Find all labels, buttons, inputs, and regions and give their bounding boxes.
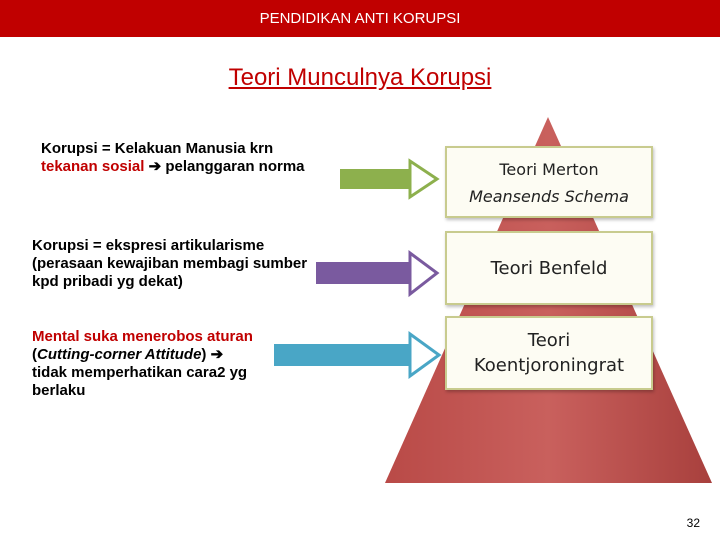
right-arrow-icon: ➔ [210, 346, 224, 363]
left-point-2 [32, 237, 317, 291]
theory-box-benfeld [445, 231, 653, 305]
theory-merton-subtitle: Meansends Schema [469, 187, 629, 206]
theory-koentjoroningrat-line2: Koentjoroningrat [473, 355, 625, 376]
theory-box-koentjoroningrat [445, 316, 653, 390]
theory-box-merton [445, 146, 653, 218]
point-1-text-a: Korupsi = Kelakuan Manusia krn [41, 140, 274, 157]
arrow-blue [274, 334, 439, 376]
left-point-1 [41, 140, 331, 176]
theory-merton-title: Teori Merton [499, 160, 599, 179]
right-arrow-icon: ➔ [148, 158, 162, 175]
point-3-text-b: tidak memperhatikan cara2 yg berlaku [32, 364, 248, 399]
point-1-text-red: tekanan sosial [41, 158, 145, 175]
header-title: PENDIDIKAN ANTI KORUPSI [259, 10, 461, 27]
slide-title-text: Teori Munculnya Korupsi [228, 64, 492, 91]
left-point-3: Mental suka menerobos aturan (Cutting-corner Attitude) ➔ tidak memperhatikan cara2 yg berlaku [32, 328, 253, 399]
point-3-text-red: Mental suka menerobos aturan [32, 328, 253, 345]
point-3-text-italic: Cutting-corner Attitude [37, 346, 202, 363]
page-number: 32 [686, 516, 700, 530]
point-2-text: Korupsi = ekspresi artikularisme (perasaan kewajiban membagi sumber kpd pribadi yg dekat) [32, 237, 308, 290]
theory-koentjoroningrat-line1: Teori [527, 330, 571, 351]
theory-benfeld-title: Teori Benfeld [490, 258, 608, 279]
point-1-text-b: pelanggaran norma [165, 158, 305, 175]
arrow-green [340, 161, 437, 197]
arrow-purple [316, 253, 437, 294]
